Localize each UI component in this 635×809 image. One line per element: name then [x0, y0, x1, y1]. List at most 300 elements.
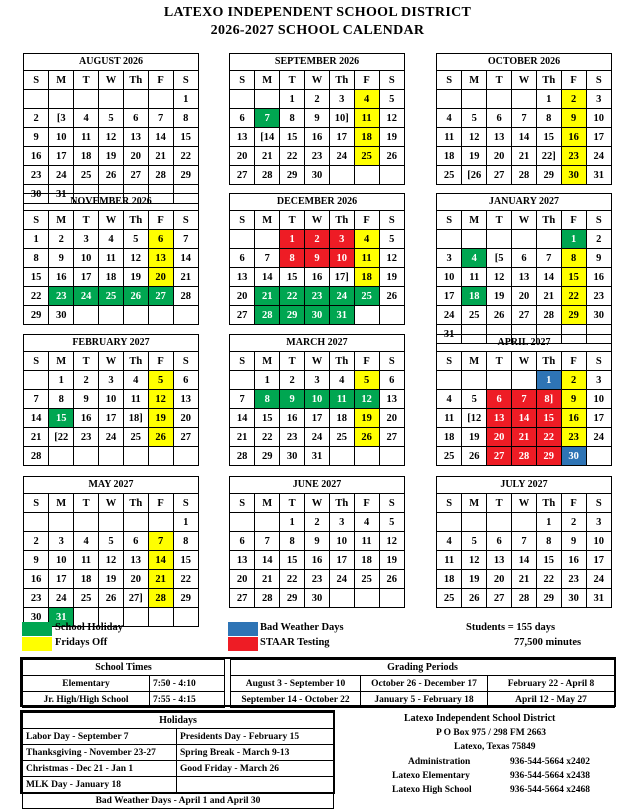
day-cell: 12: [379, 109, 404, 128]
day-cell: [14: [255, 128, 280, 147]
empty-cell: [329, 166, 354, 185]
empty-cell: [74, 447, 99, 466]
day-cell: 13: [379, 390, 404, 409]
empty-cell: [379, 166, 404, 185]
weekday-header: W: [99, 494, 124, 513]
weekday-header: S: [230, 352, 255, 371]
empty-cell: [230, 230, 255, 249]
time-label: Elementary: [23, 676, 150, 692]
day-cell: 24: [437, 306, 462, 325]
day-cell: 19: [379, 551, 404, 570]
page-subtitle: 2026-2027 SCHOOL CALENDAR: [210, 23, 425, 38]
students-minutes: 77,500 minutes: [514, 637, 582, 648]
day-cell: 5: [379, 90, 404, 109]
day-cell: 22: [24, 287, 49, 306]
day-cell: 3: [586, 90, 611, 109]
weekday-header: F: [354, 211, 379, 230]
empty-cell: [379, 447, 404, 466]
empty-cell: [512, 230, 537, 249]
day-cell: 16: [305, 128, 330, 147]
day-cell: 13: [123, 551, 148, 570]
day-cell: 8: [280, 532, 305, 551]
day-cell: 9: [586, 249, 611, 268]
empty-cell: [379, 306, 404, 325]
day-cell: 27: [148, 287, 173, 306]
day-cell: 25: [354, 287, 379, 306]
day-cell: 29: [536, 447, 561, 466]
day-cell: 6: [230, 249, 255, 268]
empty-cell: [123, 608, 148, 627]
day-cell: 10: [74, 249, 99, 268]
day-cell: 4: [437, 532, 462, 551]
day-cell: 22: [280, 147, 305, 166]
empty-cell: [173, 608, 198, 627]
weekday-header: M: [49, 352, 74, 371]
day-cell: 15: [561, 268, 586, 287]
weekday-header: W: [512, 494, 537, 513]
day-cell: 4: [99, 230, 124, 249]
day-cell: 13: [173, 390, 198, 409]
day-cell: 11: [99, 249, 124, 268]
empty-cell: [329, 589, 354, 608]
day-cell: 24: [586, 147, 611, 166]
day-cell: 8: [24, 249, 49, 268]
empty-cell: [536, 230, 561, 249]
month-calendar: [229, 334, 405, 466]
day-cell: 25: [329, 428, 354, 447]
day-cell: 9: [49, 249, 74, 268]
day-cell: 27: [173, 428, 198, 447]
weekday-header: S: [379, 352, 404, 371]
day-cell: 19: [462, 570, 487, 589]
day-cell: 20: [512, 287, 537, 306]
legend-bad-weather: Bad Weather Days: [260, 622, 344, 633]
day-cell: 21: [255, 147, 280, 166]
weekday-header: S: [173, 211, 198, 230]
day-cell: 19: [99, 570, 124, 589]
grading-periods-header: Grading Periods: [231, 660, 615, 676]
day-cell: 25: [123, 428, 148, 447]
weekday-header: Th: [329, 211, 354, 230]
empty-cell: [329, 447, 354, 466]
weekday-header: T: [280, 211, 305, 230]
weekday-header: S: [437, 71, 462, 90]
weekday-header: S: [586, 352, 611, 371]
day-cell: 18: [329, 409, 354, 428]
day-cell: 13: [123, 128, 148, 147]
month-calendar: [229, 193, 405, 325]
holidays-header: Holidays: [23, 713, 334, 729]
day-cell: 2: [24, 109, 49, 128]
day-cell: 17: [586, 551, 611, 570]
weekday-header: Th: [123, 352, 148, 371]
weekday-header: Th: [329, 494, 354, 513]
day-cell: 2: [74, 371, 99, 390]
day-cell: 23: [561, 428, 586, 447]
empty-cell: [148, 306, 173, 325]
month-table: [230, 211, 404, 324]
day-cell: 9: [561, 109, 586, 128]
day-cell: 5: [379, 513, 404, 532]
day-cell: 29: [536, 166, 561, 185]
day-cell: 1: [280, 90, 305, 109]
day-cell: 14: [512, 409, 537, 428]
weekday-header: S: [173, 352, 198, 371]
empty-cell: [437, 90, 462, 109]
empty-cell: [49, 90, 74, 109]
day-cell: 2: [561, 90, 586, 109]
empty-cell: [230, 513, 255, 532]
day-cell: 1: [536, 513, 561, 532]
empty-cell: [173, 447, 198, 466]
contact-label: Latexo High School: [392, 785, 472, 795]
district-city: Latexo, Texas 75849: [454, 742, 536, 752]
day-cell: 3: [586, 513, 611, 532]
day-cell: 6: [123, 532, 148, 551]
day-cell: 27: [230, 306, 255, 325]
day-cell: 2: [280, 371, 305, 390]
day-cell: 26: [379, 287, 404, 306]
day-cell: 5: [99, 532, 124, 551]
day-cell: 29: [173, 166, 198, 185]
month-calendar: [436, 193, 612, 344]
month-table: [24, 71, 198, 203]
page-title: LATEXO INDEPENDENT SCHOOL DISTRICT: [163, 5, 472, 20]
weekday-header: S: [379, 494, 404, 513]
day-cell: 26: [462, 447, 487, 466]
weekday-header: W: [512, 71, 537, 90]
day-cell: 26: [487, 306, 512, 325]
weekday-header: M: [462, 352, 487, 371]
day-cell: 6: [512, 249, 537, 268]
day-cell: 25: [74, 589, 99, 608]
day-cell: 27: [379, 428, 404, 447]
day-cell: 3: [49, 532, 74, 551]
empty-cell: [148, 608, 173, 627]
day-cell: 5: [123, 230, 148, 249]
day-cell: 31: [586, 589, 611, 608]
weekday-header: W: [512, 211, 537, 230]
day-cell: 28: [173, 287, 198, 306]
day-cell: 8: [536, 109, 561, 128]
day-cell: 21: [512, 147, 537, 166]
day-cell: 9: [561, 532, 586, 551]
month-name: MAY 2027: [24, 477, 198, 494]
day-cell: [5: [487, 249, 512, 268]
day-cell: 29: [280, 306, 305, 325]
day-cell: 15: [280, 551, 305, 570]
day-cell: 18]: [123, 409, 148, 428]
contact-phone: 936-544-5664 x2402: [510, 757, 590, 767]
bad-weather-swatch: [228, 622, 258, 636]
weekday-header: Th: [329, 352, 354, 371]
weekday-header: M: [255, 494, 280, 513]
day-cell: 21: [255, 570, 280, 589]
day-cell: 25: [354, 147, 379, 166]
weekday-header: Th: [329, 71, 354, 90]
day-cell: 15: [536, 551, 561, 570]
empty-cell: [123, 306, 148, 325]
weekday-header: Th: [123, 494, 148, 513]
month-table: [24, 494, 198, 626]
day-cell: 14: [536, 268, 561, 287]
day-cell: 27]: [123, 589, 148, 608]
day-cell: 23: [561, 570, 586, 589]
day-cell: 6: [230, 532, 255, 551]
day-cell: 27: [230, 166, 255, 185]
day-cell: 7: [173, 230, 198, 249]
day-cell: 11: [437, 128, 462, 147]
contact-label: Administration: [408, 757, 471, 767]
day-cell: 11: [354, 249, 379, 268]
day-cell: 22: [173, 570, 198, 589]
day-cell: 1: [24, 230, 49, 249]
month-table: [230, 71, 404, 184]
day-cell: 4: [123, 371, 148, 390]
day-cell: 26: [462, 589, 487, 608]
weekday-header: M: [255, 71, 280, 90]
day-cell: 22: [536, 570, 561, 589]
empty-cell: [148, 513, 173, 532]
day-cell: 11: [437, 551, 462, 570]
times-grading-box: [20, 657, 616, 707]
day-cell: 28: [148, 589, 173, 608]
day-cell: 5: [462, 532, 487, 551]
month-calendar: [436, 53, 612, 185]
day-cell: 5: [148, 371, 173, 390]
legend-fridays-off: Fridays Off: [55, 637, 108, 648]
day-cell: 31: [437, 325, 462, 344]
day-cell: 30: [24, 185, 49, 204]
day-cell: 10: [49, 128, 74, 147]
day-cell: 25: [99, 287, 124, 306]
day-cell: 20: [230, 287, 255, 306]
day-cell: 23: [305, 287, 330, 306]
day-cell: 16: [280, 409, 305, 428]
day-cell: 1: [280, 230, 305, 249]
month-table: [437, 211, 611, 343]
day-cell: 11: [354, 109, 379, 128]
day-cell: 4: [354, 90, 379, 109]
day-cell: 17: [437, 287, 462, 306]
weekday-header: F: [561, 494, 586, 513]
day-cell: 8: [255, 390, 280, 409]
day-cell: 9: [561, 390, 586, 409]
day-cell: 28: [512, 589, 537, 608]
day-cell: 5: [99, 109, 124, 128]
month-name: OCTOBER 2026: [437, 54, 611, 71]
day-cell: 6: [487, 390, 512, 409]
empty-cell: [99, 513, 124, 532]
weekday-header: T: [487, 211, 512, 230]
day-cell: 20: [230, 147, 255, 166]
month-name: DECEMBER 2026: [230, 194, 404, 211]
contact-phone: 936-544-5664 x2468: [510, 785, 590, 795]
day-cell: 13: [230, 551, 255, 570]
grading-period: September 14 - October 22: [231, 692, 361, 708]
empty-cell: [512, 371, 537, 390]
empty-cell: [123, 90, 148, 109]
contact-phone: 936-544-5664 x2438: [510, 771, 590, 781]
weekday-header: T: [74, 352, 99, 371]
day-cell: 26: [99, 166, 124, 185]
day-cell: 17: [74, 268, 99, 287]
day-cell: 8: [561, 249, 586, 268]
empty-cell: [24, 90, 49, 109]
day-cell: 8: [280, 109, 305, 128]
weekday-header: M: [49, 211, 74, 230]
day-cell: 9: [74, 390, 99, 409]
holiday: Labor Day - September 7: [23, 729, 177, 745]
day-cell: 24: [586, 570, 611, 589]
day-cell: 23: [74, 428, 99, 447]
day-cell: 19: [99, 147, 124, 166]
day-cell: 20: [123, 570, 148, 589]
weekday-header: Th: [536, 211, 561, 230]
day-cell: 16: [586, 268, 611, 287]
day-cell: 25: [437, 589, 462, 608]
day-cell: 2: [561, 371, 586, 390]
empty-cell: [487, 90, 512, 109]
day-cell: 24: [329, 147, 354, 166]
day-cell: 1: [536, 90, 561, 109]
day-cell: 16: [74, 409, 99, 428]
day-cell: 28: [512, 166, 537, 185]
month-name: JULY 2027: [437, 477, 611, 494]
day-cell: 20: [173, 409, 198, 428]
day-cell: 24: [74, 287, 99, 306]
day-cell: 27: [230, 589, 255, 608]
day-cell: 22: [280, 570, 305, 589]
day-cell: 19: [462, 428, 487, 447]
day-cell: 28: [255, 589, 280, 608]
day-cell: 19: [148, 409, 173, 428]
weekday-header: W: [305, 494, 330, 513]
day-cell: 14: [173, 249, 198, 268]
day-cell: 28: [255, 166, 280, 185]
day-cell: 12: [99, 128, 124, 147]
day-cell: 23: [24, 589, 49, 608]
empty-cell: [230, 90, 255, 109]
weekday-header: T: [74, 494, 99, 513]
empty-cell: [437, 230, 462, 249]
day-cell: 21: [230, 428, 255, 447]
month-table: [24, 352, 198, 465]
day-cell: 29: [536, 589, 561, 608]
day-cell: 26: [379, 570, 404, 589]
day-cell: 27: [487, 447, 512, 466]
empty-cell: [148, 90, 173, 109]
day-cell: 1: [173, 90, 198, 109]
day-cell: 4: [329, 371, 354, 390]
day-cell: 22: [173, 147, 198, 166]
day-cell: 23: [49, 287, 74, 306]
day-cell: 5: [462, 390, 487, 409]
day-cell: 28: [255, 306, 280, 325]
day-cell: 30: [561, 166, 586, 185]
day-cell: 27: [512, 306, 537, 325]
weekday-header: F: [148, 494, 173, 513]
month-name: JUNE 2027: [230, 477, 404, 494]
day-cell: 18: [354, 268, 379, 287]
weekday-header: F: [148, 352, 173, 371]
holiday: Spring Break - March 9-13: [177, 745, 334, 761]
day-cell: 16: [561, 128, 586, 147]
empty-cell: [24, 371, 49, 390]
day-cell: 16: [24, 147, 49, 166]
day-cell: 28: [536, 306, 561, 325]
empty-cell: [354, 589, 379, 608]
day-cell: 17: [586, 128, 611, 147]
day-cell: 6: [173, 371, 198, 390]
legend-staar: STAAR Testing: [260, 637, 330, 648]
day-cell: 7: [512, 390, 537, 409]
day-cell: 28: [230, 447, 255, 466]
day-cell: 16: [49, 268, 74, 287]
day-cell: 12: [379, 249, 404, 268]
time-label: Jr. High/High School: [23, 692, 150, 708]
day-cell: 13: [148, 249, 173, 268]
day-cell: 30: [49, 306, 74, 325]
school-holiday-swatch: [22, 622, 52, 636]
day-cell: 4: [354, 230, 379, 249]
staar-swatch: [228, 637, 258, 651]
day-cell: 16: [305, 268, 330, 287]
empty-cell: [49, 447, 74, 466]
month-calendar: [436, 334, 612, 466]
weekday-header: S: [24, 71, 49, 90]
weekday-header: M: [462, 211, 487, 230]
day-cell: 9: [305, 249, 330, 268]
weekday-header: S: [437, 494, 462, 513]
day-cell: 17: [49, 570, 74, 589]
day-cell: 14: [148, 551, 173, 570]
day-cell: 7: [512, 109, 537, 128]
day-cell: 21: [536, 287, 561, 306]
holiday: Presidents Day - February 15: [177, 729, 334, 745]
holiday: MLK Day - January 18: [23, 777, 177, 793]
day-cell: 9: [305, 109, 330, 128]
day-cell: 30: [280, 447, 305, 466]
month-table: [437, 494, 611, 607]
empty-cell: [173, 306, 198, 325]
month-table: [230, 352, 404, 465]
day-cell: [22: [49, 428, 74, 447]
empty-cell: [255, 230, 280, 249]
day-cell: 25: [354, 570, 379, 589]
weekday-header: M: [462, 71, 487, 90]
empty-cell: [123, 447, 148, 466]
empty-cell: [49, 513, 74, 532]
day-cell: 28: [24, 447, 49, 466]
day-cell: 1: [173, 513, 198, 532]
day-cell: 10: [99, 390, 124, 409]
month-name: SEPTEMBER 2026: [230, 54, 404, 71]
day-cell: 22: [536, 428, 561, 447]
day-cell: 24: [99, 428, 124, 447]
month-table: [24, 211, 198, 324]
day-cell: 15: [255, 409, 280, 428]
weekday-header: T: [487, 352, 512, 371]
day-cell: 10: [329, 249, 354, 268]
empty-cell: [99, 447, 124, 466]
weekday-header: S: [586, 71, 611, 90]
day-cell: 23: [586, 287, 611, 306]
day-cell: 31: [329, 306, 354, 325]
day-cell: 14: [512, 551, 537, 570]
weekday-header: W: [99, 211, 124, 230]
weekday-header: T: [487, 494, 512, 513]
